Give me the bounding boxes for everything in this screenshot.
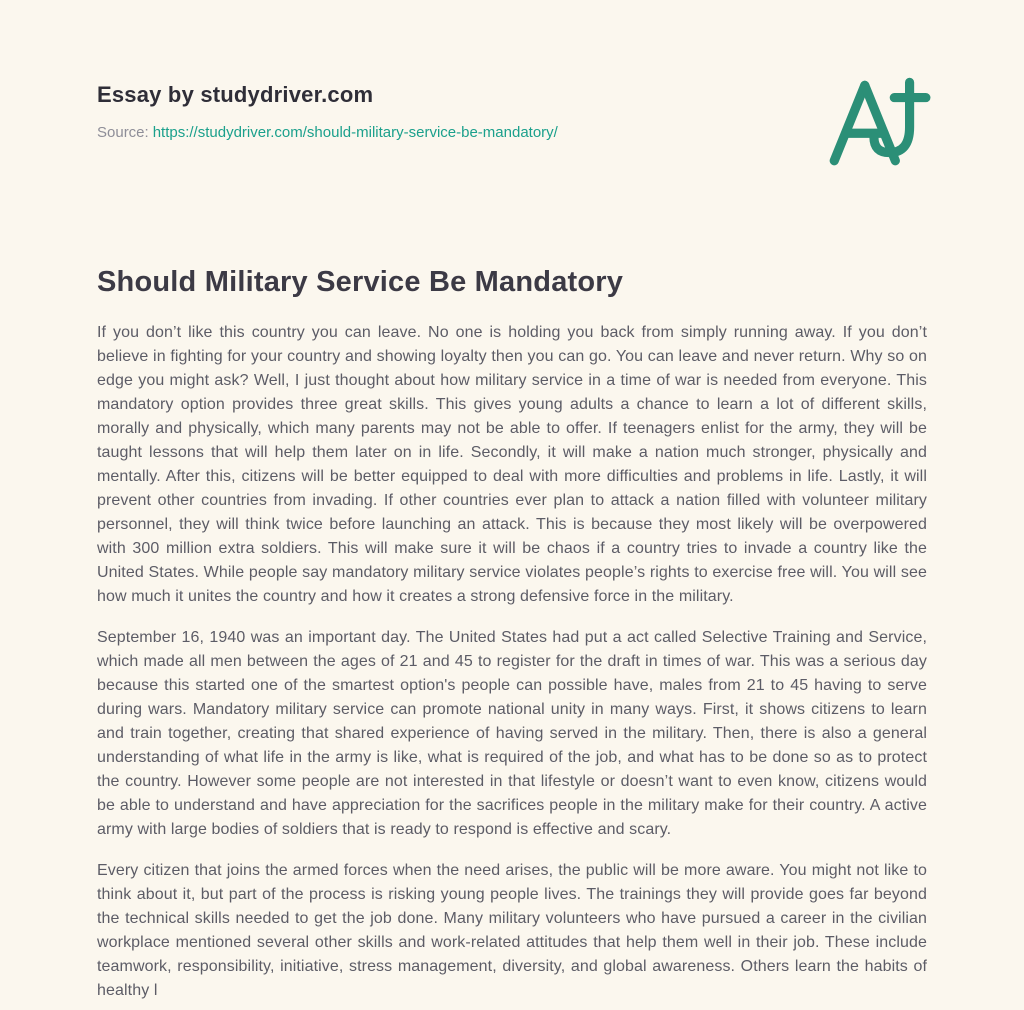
essay-title: Should Military Service Be Mandatory bbox=[97, 266, 624, 298]
source-link[interactable]: https://studydriver.com/should-military-service-be-mandatory/ bbox=[152, 124, 558, 141]
page-header bbox=[97, 72, 927, 166]
studydriver-logo-icon bbox=[821, 74, 933, 166]
essay-paragraph-2: September 16, 1940 was an important day. The United States had put a act called Selective Training and Service, which made all men between the ages of 21 and 45 to register for the draft in times of war. This was a serious day because this started one of the smartest option's people can possible have, males from 21 to 45 having to serve during wars. Mandatory military service can promote national unity in many ways. First, it shows citizens to learn and train together, creating that shared experience of having served in the military. Then, there is also a general understanding of what life in the army is like, what is required of the job, and what has to be done so as to protect the country. However some people are not interested in that lifestyle or doesn’t want to even know, citizens would be able to understand and have appreciation for the sacrifices people in the military make for their country. A active army with large bodies of soldiers that is ready to respond is effective and scary. bbox=[97, 629, 927, 838]
essay-paragraph-1: If you don’t like this country you can leave. No one is holding you back from simply running away. If you don’t believe in fighting for your country and showing loyalty then you can go. You can leave and never return. Why so on edge you might ask? Well, I just thought about how military service in a time of war is needed from everyone. This mandatory option provides three great skills. This gives young adults a chance to learn a lot of different skills, morally and physically, which many parents may not be able to offer. If teenagers enlist for the army, they will be taught lessons that will help them later on in life. Secondly, it will make a nation much stronger, physically and mentally. After this, citizens will be better equipped to deal with more difficulties and problems in life. Lastly, it will prevent other countries from invading. If other countries ever plan to attack a nation filled with volunteer military personnel, they will think twice before launching an attack. This is because they most likely will be overpowered with 300 million extra soldiers. This will make sure it will be chaos if a country tries to invade a country like the United States. While people say mandatory military service violates people’s rights to exercise free will. You will see how much it unites the country and how it creates a strong defensive force in the military. bbox=[97, 324, 927, 605]
source-label: Source: bbox=[97, 124, 149, 141]
source-line bbox=[97, 124, 558, 141]
header-text-block bbox=[97, 72, 558, 141]
essay-byline: Essay by studydriver.com bbox=[97, 82, 374, 107]
essay-paragraph-3: Every citizen that joins the armed forces when the need arises, the public will be more aware. You might not like to think about it, but part of the process is risking young people lives. The trainings they will provide goes far beyond the technical skills needed to get the job done. Many military volunteers who have pursued a career in the civilian workplace mentioned several other skills and work-related attitudes that help them well in their job. These include teamwork, responsibility, initiative, stress management, diversity, and global awareness. Others learn the habits of healthy l bbox=[97, 862, 927, 999]
